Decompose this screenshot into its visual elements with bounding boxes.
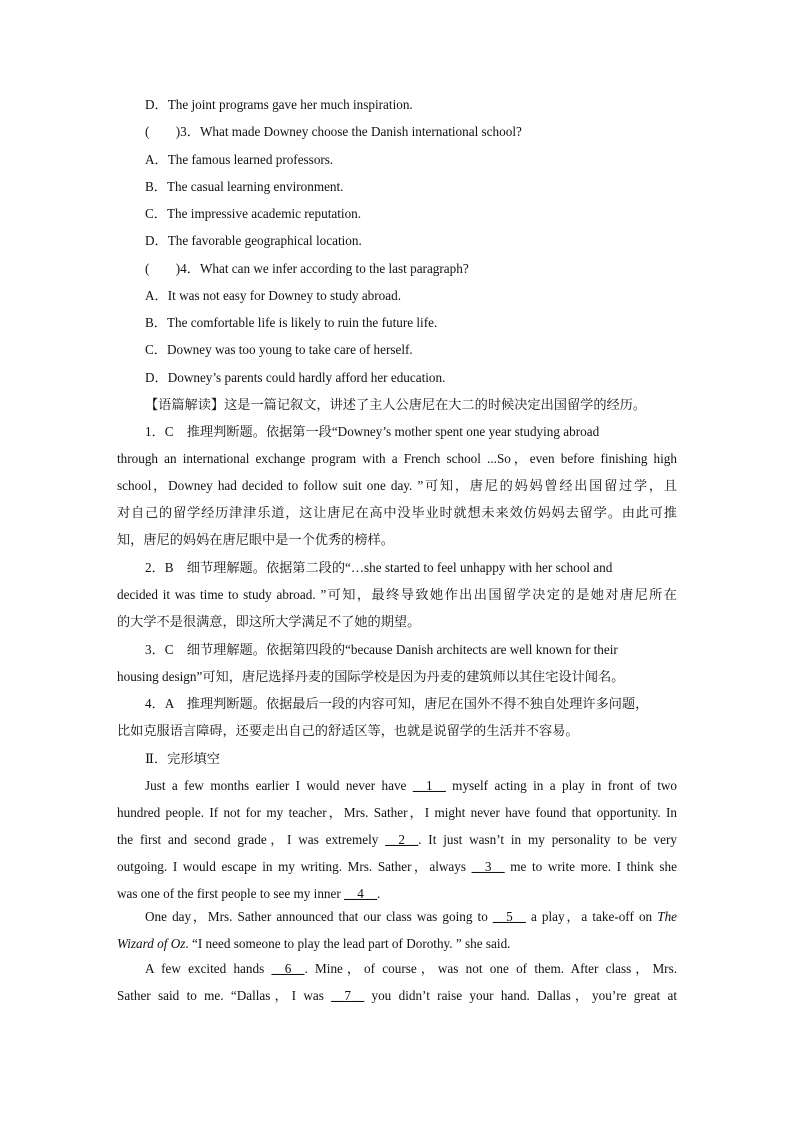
answer-2-line-1: 2．B 细节理解题。依据第二段的“…she started to feel unhappy with her school and <box>145 560 613 575</box>
cloze-p1-line-3: the first and second grade，I was extremely __2__. It just wasn’t in my personality to be very <box>117 832 677 847</box>
answer-2-line-3: 的大学不是很满意，即这所大学满足不了她的期望。 <box>117 614 421 629</box>
play-title-part-2: Wizard of Oz <box>117 936 186 951</box>
blank-1: __1__ <box>412 778 446 793</box>
blank-6: __6__ <box>271 961 305 976</box>
cloze-heading: Ⅱ．完形填空 <box>145 751 220 766</box>
q4-stem: ( )4．What can we infer according to the last paragraph? <box>145 261 469 276</box>
q4-option-d: D．Downey’s parents could hardly afford her education. <box>145 370 446 385</box>
q3-stem: ( )3．What made Downey choose the Danish international school? <box>145 124 522 139</box>
answer-2-line-2: decided it was time to study abroad. ”可知，最终导致她作出出国留学决定的是她对唐尼所在 <box>117 587 677 602</box>
q3-option-d: D．The favorable geographical location. <box>145 233 362 248</box>
blank-5: __5__ <box>492 909 526 924</box>
cloze-p1-line-1: Just a few months earlier I would never have __1__ myself acting in a play in front of two <box>145 778 677 793</box>
answer-3-line-1: 3．C 细节理解题。依据第四段的“because Danish architects are well known for their <box>145 642 618 657</box>
blank-7: __7__ <box>331 988 365 1003</box>
q3-option-a: A．The famous learned professors. <box>145 152 334 167</box>
analysis-heading: 【语篇解读】这是一篇记叙文，讲述了主人公唐尼在大二的时候决定出国留学的经历。 <box>145 397 647 412</box>
blank-4: __4__ <box>344 886 378 901</box>
q4-option-a: A．It was not easy for Downey to study abroad. <box>145 288 402 303</box>
answer-3-line-2: housing design”可知，唐尼选择丹麦的国际学校是因为丹麦的建筑师以其住宅设计闻名。 <box>117 669 625 684</box>
q3-option-c: C．The impressive academic reputation. <box>145 206 362 221</box>
cloze-p3-line-1: A few excited hands __6__. Mine，of course，was not one of them. After class，Mrs. <box>145 961 677 976</box>
answer-4-line-1: 4．A 推理判断题。依据最后一段的内容可知，唐尼在国外不得不独自处理许多问题， <box>145 696 649 711</box>
cloze-p2-line-2: Wizard of Oz. “I need someone to play the lead part of Dorothy. ” she said. <box>117 936 511 951</box>
q4-option-b: B．The comfortable life is likely to ruin the future life. <box>145 315 438 330</box>
play-title-part-1: The <box>657 909 678 924</box>
cloze-p1-line-5: was one of the first people to see my inner __4__. <box>117 886 381 901</box>
cloze-p2-line-1: One day，Mrs. Sather announced that our class was going to __5__ a play，a take-off on The <box>145 909 678 924</box>
blank-2: __2__ <box>385 832 419 847</box>
answer-1-line-2: through an international exchange program with a French school ...So，even before finishing high <box>117 451 677 466</box>
cloze-p3-line-2: Sather said to me. “Dallas，I was __7__ you didn’t raise your hand. Dallas，you’re great at <box>117 988 677 1003</box>
answer-1-line-1: 1．C 推理判断题。依据第一段“Downey’s mother spent one year studying abroad <box>145 424 600 439</box>
q4-option-c: C．Downey was too young to take care of herself. <box>145 342 413 357</box>
q3-option-b: B．The casual learning environment. <box>145 179 344 194</box>
answer-1-line-4: 对自己的留学经历津津乐道，这让唐尼在高中没毕业时就想未来效仿妈妈去留学。由此可推 <box>117 505 677 520</box>
cloze-p1-line-4: outgoing. I would escape in my writing. Mrs. Sather，always __3__ me to write more. I think she <box>117 859 678 874</box>
answer-4-line-2: 比如克服语言障碍，还要走出自己的舒适区等，也就是说留学的生活并不容易。 <box>117 723 579 738</box>
q2-option-d: D．The joint programs gave her much inspiration. <box>145 97 413 112</box>
blank-3: __3__ <box>471 859 505 874</box>
cloze-p1-line-2: hundred people. If not for my teacher，Mrs. Sather，I might never have found that opportunity. In <box>117 805 677 820</box>
answer-1-line-5: 知，唐尼的妈妈在唐尼眼中是一个优秀的榜样。 <box>117 532 394 547</box>
answer-1-line-3: school，Downey had decided to follow suit one day. ”可知，唐尼的妈妈曾经出国留过学，且 <box>117 478 677 493</box>
